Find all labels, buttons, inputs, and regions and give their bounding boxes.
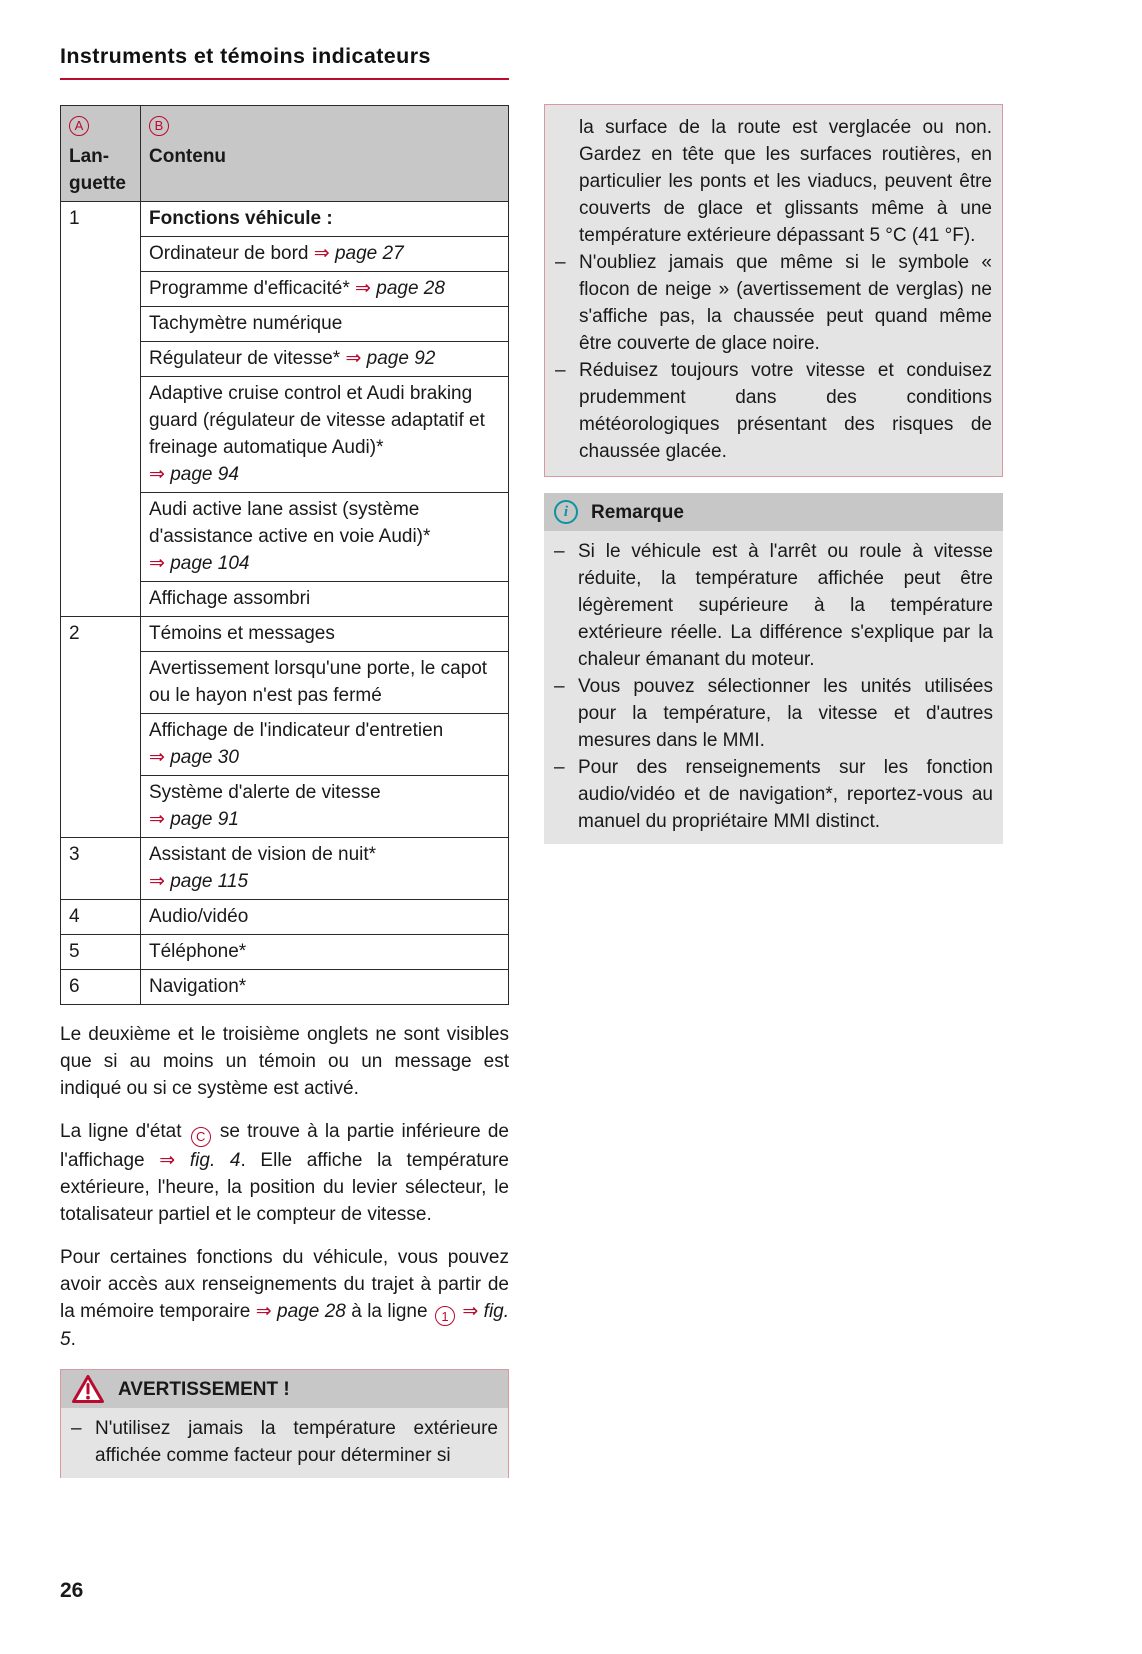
tab-number: 2 <box>61 617 141 838</box>
note-header <box>544 493 1003 531</box>
ref-arrow-icon: ⇒ <box>355 278 371 299</box>
cell-ref-line <box>149 868 500 895</box>
warning-triangle-icon <box>71 1374 105 1404</box>
column-a-label-line2: guette <box>69 173 126 194</box>
table-row <box>61 202 509 237</box>
page-ref: page 115 <box>170 871 249 892</box>
column-header-languette <box>61 106 141 202</box>
bullet-dash: – <box>555 252 566 273</box>
warning-title: AVERTISSEMENT ! <box>118 1378 290 1400</box>
ref-arrow-icon: ⇒ <box>159 1149 176 1171</box>
table-cell <box>141 272 509 307</box>
cell-text: Téléphone* <box>149 941 247 962</box>
page-ref: page 30 <box>170 747 239 768</box>
ref-arrow-icon: ⇒ <box>149 871 165 892</box>
warning-box-continuation <box>544 104 1003 477</box>
warning-item-continued-text: la surface de la route est verglacée ou non. Gardez en tête que les surfaces routières, en particulier les ponts et les viaducs, peuvent être couverts de glace et glissants même à une température extérieure dépassant 5 °C (41 °F). <box>579 117 992 246</box>
table-row <box>61 970 509 1005</box>
note-box <box>544 493 1003 844</box>
cell-text: Assistant de vision de nuit* <box>149 844 377 865</box>
ref-arrow-icon: ⇒ <box>149 553 165 574</box>
table-header-row <box>61 106 509 202</box>
table-row <box>61 838 509 900</box>
cell-text: Adaptive cruise control et Audi braking guard (régulateur de vitesse adaptatif et freinage automatique Audi)* <box>149 383 485 458</box>
cell-text: Tachymètre numérique <box>149 313 343 334</box>
paragraph-status-line <box>60 1118 509 1228</box>
circle-a-icon: A <box>69 116 89 136</box>
ref-arrow-icon: ⇒ <box>149 464 165 485</box>
column-a-label-line1: Lan- <box>69 146 110 167</box>
paragraph-trip-memory <box>60 1244 509 1354</box>
table-cell <box>141 617 509 652</box>
warning-box <box>60 1369 509 1478</box>
fig-ref: fig. 4 <box>189 1149 241 1171</box>
warning-continuation-body <box>545 105 1002 476</box>
ref-arrow-icon: ⇒ <box>313 243 330 264</box>
cell-text: Témoins et messages <box>149 623 335 644</box>
note-item <box>554 538 993 673</box>
cell-text: Navigation* <box>149 976 247 997</box>
warning-body <box>61 1408 508 1478</box>
warning-item <box>71 1415 498 1469</box>
page-ref: page 92 <box>366 348 436 369</box>
bullet-dash: – <box>71 1418 82 1439</box>
tab-number: 6 <box>61 970 141 1005</box>
circle-1-icon: 1 <box>435 1306 455 1326</box>
ref-arrow-icon: ⇒ <box>149 747 165 768</box>
page-number: 26 <box>60 1579 84 1602</box>
warning-item-text: N'oubliez jamais que même si le symbole « flocon de neige » (avertissement de verglas) ne s'affiche pas, la chaussée peut quand même être couverte de glace noire. <box>579 252 992 354</box>
tab-number: 3 <box>61 838 141 900</box>
cell-ref-line <box>149 550 500 577</box>
cell-text: Audi active lane assist (système d'assistance active en voie Audi)* <box>149 499 431 547</box>
table-cell <box>141 493 509 582</box>
left-column <box>60 44 509 1478</box>
bullet-dash: – <box>554 541 565 562</box>
note-item-text: Pour des renseignements sur les fonction audio/vidéo et de navigation*, reportez-vous au manuel du propriétaire MMI distinct. <box>578 757 993 832</box>
title-rule <box>60 78 509 80</box>
paragraph-tabs-visibility: Le deuxième et le troisième onglets ne sont visibles que si au moins un témoin ou un message est indiqué ou si ce système est activé. <box>60 1024 509 1099</box>
tab-number: 4 <box>61 900 141 935</box>
circle-c-icon: C <box>191 1127 211 1147</box>
cell-ref-line <box>149 744 500 771</box>
cell-text: Fonctions véhicule : <box>149 208 333 229</box>
note-body <box>544 531 1003 844</box>
column-header-contenu <box>141 106 509 202</box>
table-cell <box>141 900 509 935</box>
note-item <box>554 673 993 754</box>
cell-text: Programme d'efficacité* <box>149 278 350 299</box>
cell-text: Affichage de l'indicateur d'entretien <box>149 720 444 741</box>
cell-ref-line <box>149 461 500 488</box>
ref-arrow-icon: ⇒ <box>462 1300 479 1322</box>
warning-item <box>555 357 992 465</box>
table-row <box>61 900 509 935</box>
text-segment: se trouve à la partie inférieure de l'affichage <box>60 1121 509 1171</box>
page-ref: page 28 <box>376 278 445 299</box>
table-cell <box>141 776 509 838</box>
circle-a-wrap <box>69 111 132 138</box>
ref-arrow-icon: ⇒ <box>345 348 362 369</box>
note-item-text: Vous pouvez sélectionner les unités utilisées pour la température, la vitesse et d'autres mesures dans le MMI. <box>578 676 993 751</box>
table-cell <box>141 237 509 272</box>
bullet-dash: – <box>555 360 566 381</box>
table-cell <box>141 714 509 776</box>
cell-text: Affichage assombri <box>149 588 311 609</box>
table-cell <box>141 935 509 970</box>
cell-text: Audio/vidéo <box>149 906 249 927</box>
page-ref: page 94 <box>170 464 239 485</box>
tabs-content-table <box>60 105 509 1005</box>
tab-number: 1 <box>61 202 141 617</box>
bullet-dash: – <box>554 676 565 697</box>
circle-b-icon: B <box>149 116 169 136</box>
tab-number: 5 <box>61 935 141 970</box>
ref-arrow-icon: ⇒ <box>255 1300 272 1322</box>
table-row <box>61 617 509 652</box>
ref-arrow-icon: ⇒ <box>149 809 165 830</box>
page-ref: page 104 <box>170 553 250 574</box>
warning-header <box>61 1370 508 1408</box>
page-ref: page 28 <box>277 1300 346 1322</box>
cell-ref-line <box>149 806 500 833</box>
warning-item-text: N'utilisez jamais la température extérieure affichée comme facteur pour déterminer si <box>95 1418 498 1466</box>
fig-ref: fig. 5 <box>60 1300 510 1350</box>
warning-item <box>555 249 992 357</box>
table-cell <box>141 582 509 617</box>
page-ref: page 91 <box>170 809 239 830</box>
text-segment: à la ligne <box>345 1300 433 1322</box>
text-segment: La ligne d'état <box>60 1121 189 1142</box>
text-segment: . Elle affiche la température extérieure, l'heure, la position du levier sélecteur, le totalisateur partiel et le compteur de vitesse. <box>60 1149 509 1225</box>
warning-item-text: Réduisez toujours votre vitesse et conduisez prudemment dans des conditions météorologiques présentant des risques de chaussée glacée. <box>579 360 992 462</box>
text-segment: Pour certaines fonctions du véhicule, vous pouvez avoir accès aux renseignements du trajet à partir de la mémoire temporaire <box>60 1246 509 1322</box>
bullet-dash: – <box>554 757 565 778</box>
text-segment: . <box>70 1329 76 1350</box>
note-title: Remarque <box>591 501 684 523</box>
table-cell <box>141 202 509 237</box>
table-row <box>61 935 509 970</box>
table-cell <box>141 838 509 900</box>
table-cell <box>141 342 509 377</box>
page-ref: page 27 <box>334 243 404 264</box>
note-item <box>554 754 993 835</box>
table-cell <box>141 307 509 342</box>
cell-text: Ordinateur de bord <box>149 243 309 264</box>
table-cell <box>141 377 509 493</box>
right-column <box>544 104 1003 844</box>
column-b-label: Contenu <box>149 146 227 167</box>
page-title: Instruments et témoins indicateurs <box>60 44 431 68</box>
circle-b-wrap <box>149 111 500 138</box>
info-icon: i <box>554 500 578 524</box>
table-cell <box>141 652 509 714</box>
cell-text: Régulateur de vitesse* <box>149 348 341 369</box>
table-cell <box>141 970 509 1005</box>
cell-text: Avertissement lorsqu'une porte, le capot ou le hayon n'est pas fermé <box>149 658 488 706</box>
cell-text: Système d'alerte de vitesse <box>149 782 381 803</box>
note-item-text: Si le véhicule est à l'arrêt ou roule à vitesse réduite, la température affichée peut être légèrement supérieure à la température extérieure réelle. La différence s'explique par la chaleur émanant du moteur. <box>578 541 993 670</box>
